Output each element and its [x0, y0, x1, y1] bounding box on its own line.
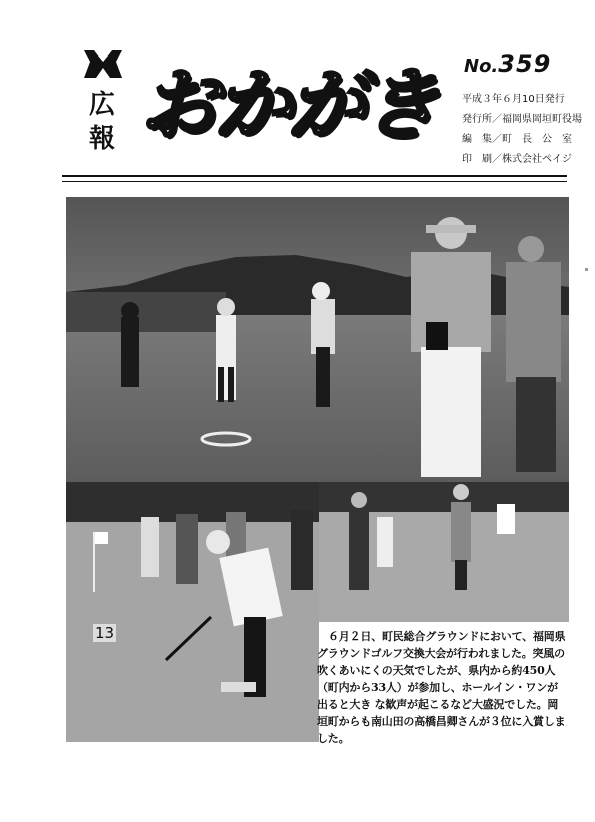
kanji-hou: 報 — [88, 124, 115, 154]
issue-prefix: No. — [464, 56, 499, 77]
town-emblem-icon — [82, 48, 124, 80]
issue-value: 359 — [498, 50, 552, 78]
publisher: 発行所／福岡県岡垣町役場 — [462, 114, 582, 125]
golf-event-photo — [66, 197, 569, 482]
editor: 編 集／町 長 公 室 — [462, 134, 572, 145]
printer: 印 刷／株式会社ペイジ — [462, 154, 572, 165]
publish-date: 平成３年６月10日発行 — [462, 94, 565, 105]
hole-number-label: 13 — [95, 624, 115, 642]
scan-speck — [585, 268, 588, 271]
newsletter-title: おかがき — [140, 61, 437, 151]
masthead-rule — [62, 175, 567, 177]
golf-putting-photo — [66, 482, 319, 742]
masthead-kanji — [86, 88, 118, 156]
masthead-rule-thin — [62, 181, 567, 182]
kanji-kou: 広 — [88, 90, 115, 120]
article-caption: ６月２日、町民総合グラウンドにおいて、福岡県グラウンドゴルフ交換大会が行われました。突風の吹くあいにくの天気でしたが、県内から約450人（町内から33人）が参加し、ホールイン・ワンが出ると大き な歓声が起こるなど大盛況でした。岡垣町からも南山田の高橋昌卿さんが３位に入賞しました。 — [317, 630, 566, 745]
issue-number — [464, 50, 551, 78]
golf-players-photo — [319, 482, 569, 622]
